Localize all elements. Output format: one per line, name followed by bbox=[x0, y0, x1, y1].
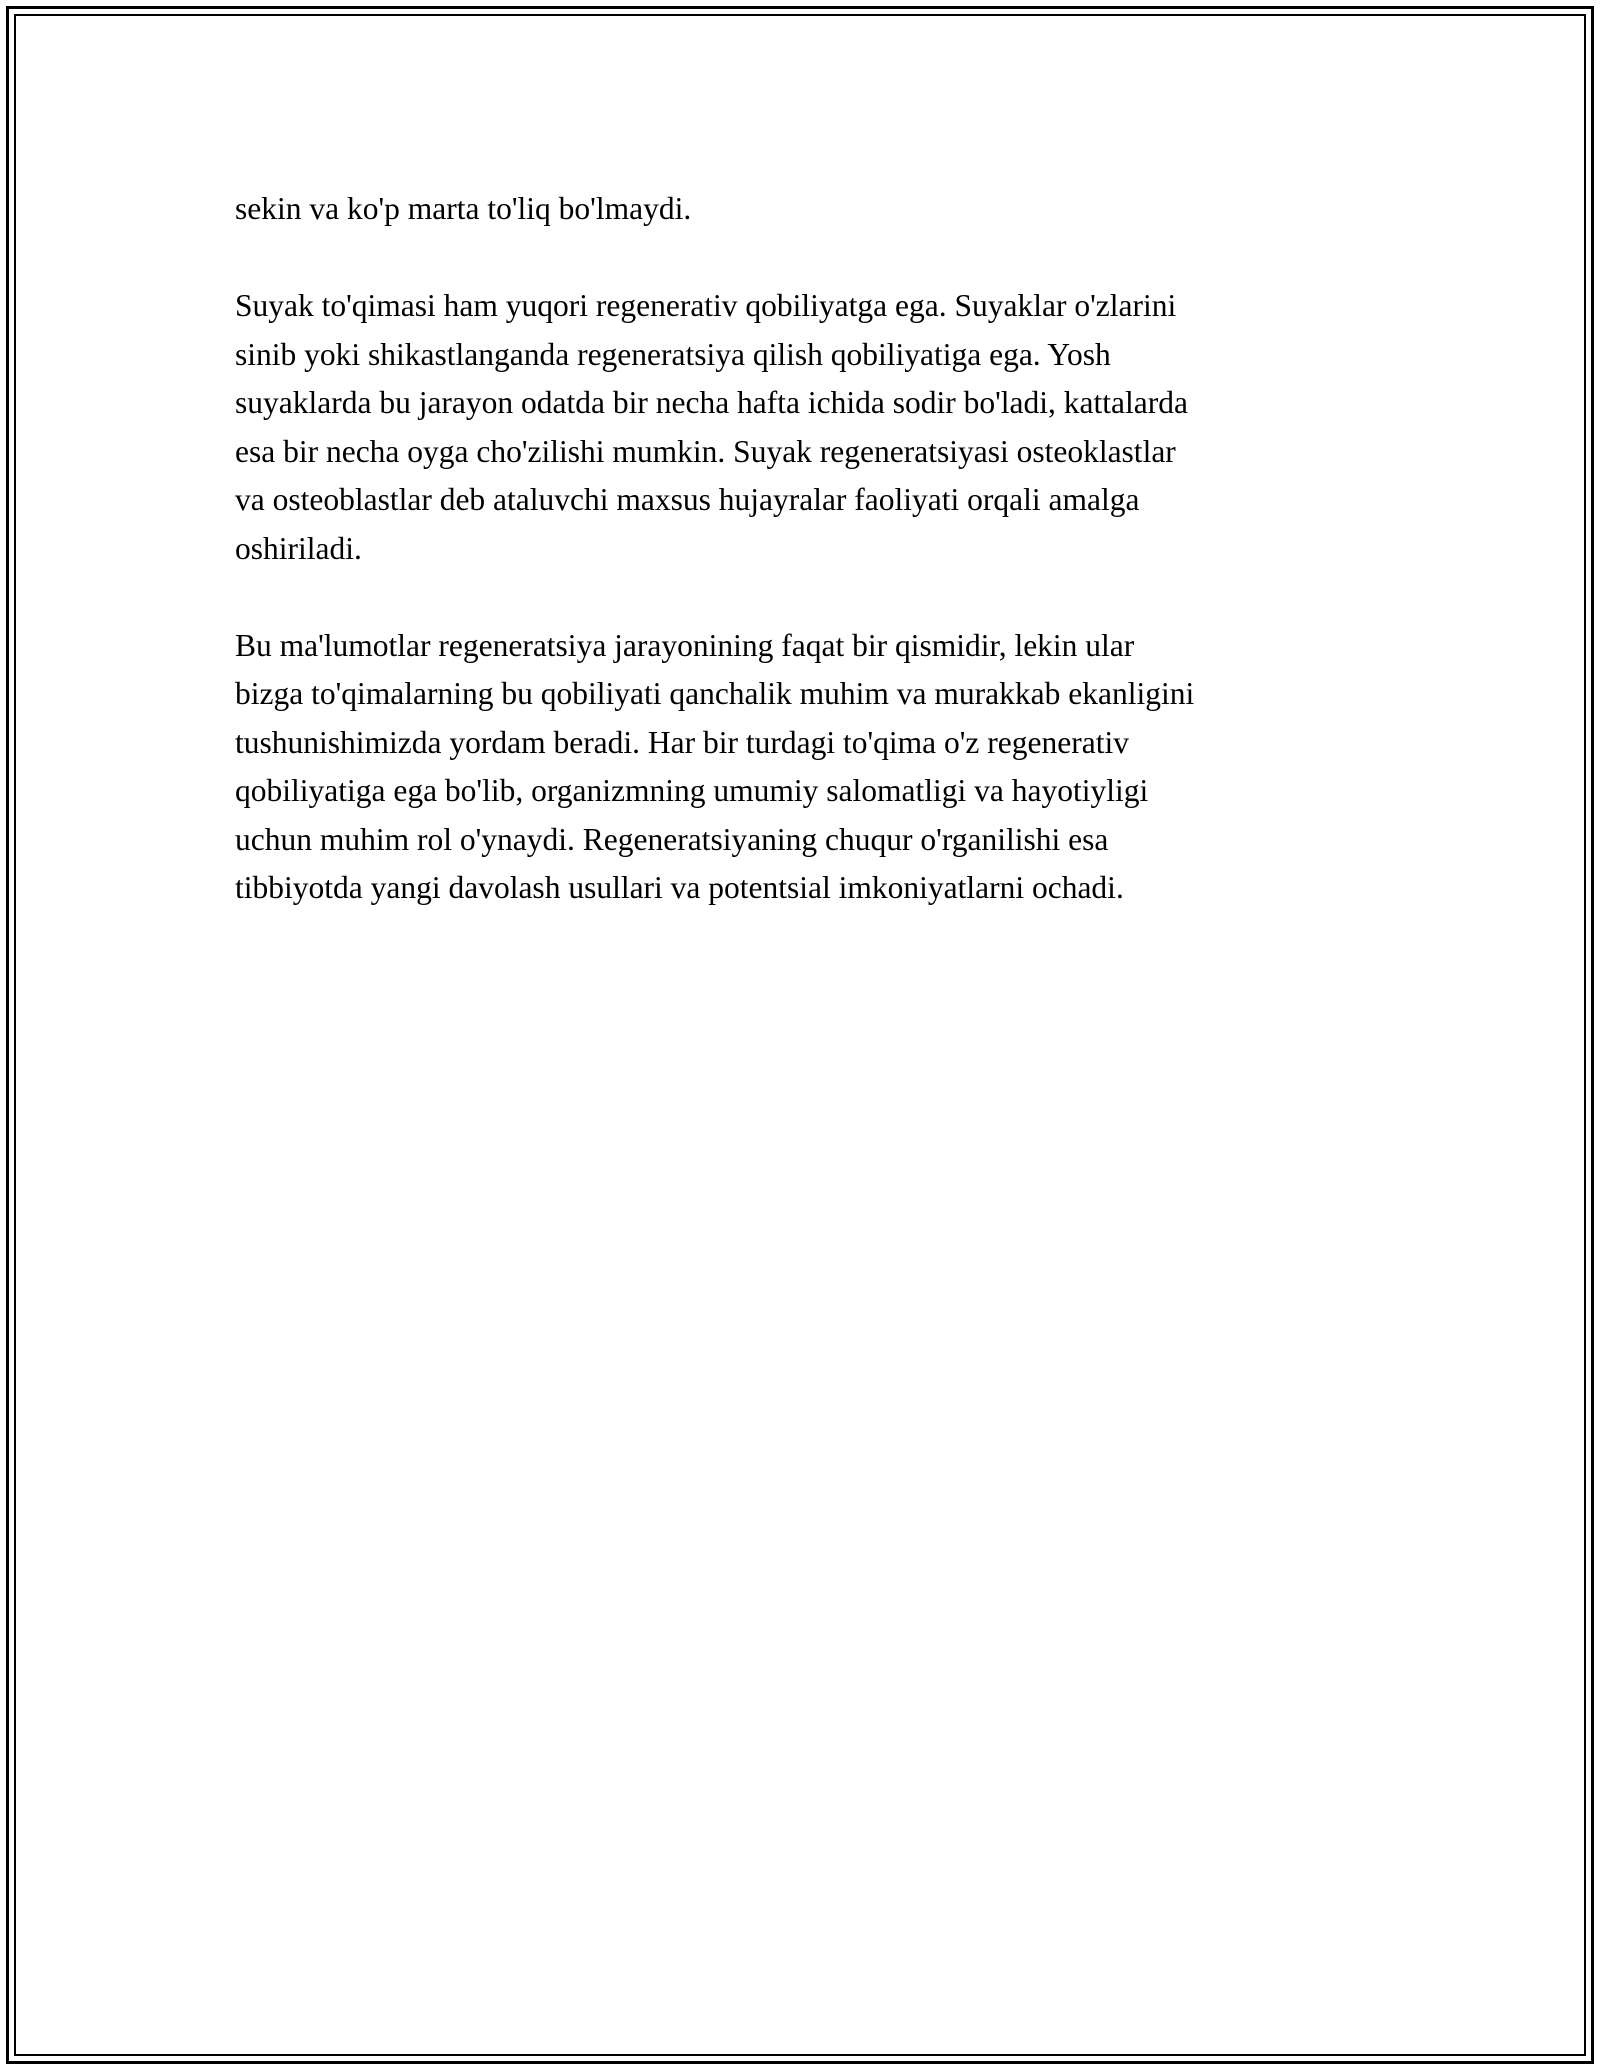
text-line: uchun muhim rol o'ynaydi. Regeneratsiyaning chuqur o'rganilishi esa bbox=[235, 821, 1109, 857]
text-line: Bu ma'lumotlar regeneratsiya jarayonining faqat bir qismidir, lekin ular bbox=[235, 627, 1135, 663]
text-line: tushunishimizda yordam beradi. Har bir turdagi to'qima o'z regenerativ bbox=[235, 724, 1129, 760]
text-line: qobiliyatiga ega bo'lib, organizmning umumiy salomatligi va hayotiyligi bbox=[235, 773, 1149, 808]
text-line: sinib yoki shikastlanganda regeneratsiya qilish qobiliyatiga ega. Yosh bbox=[235, 336, 1111, 372]
text-line: Suyak to'qimasi ham yuqori regenerativ qobiliyatga ega. Suyaklar o'zlarini bbox=[235, 288, 1177, 323]
text-line: tibbiyotda yangi davolash usullari va potentsial imkoniyatlarni ochadi. bbox=[235, 870, 1124, 905]
document-body bbox=[235, 185, 1365, 961]
paragraph-1 bbox=[235, 185, 1365, 234]
paragraph-3 bbox=[235, 622, 1365, 913]
text-line: bizga to'qimalarning bu qobiliyati qanchalik muhim va murakkab ekanligini bbox=[235, 676, 1195, 711]
paragraph-2 bbox=[235, 282, 1365, 573]
text-line: suyaklarda bu jarayon odatda bir necha hafta ichida sodir bo'ladi, kattalarda bbox=[235, 385, 1188, 420]
text-line: esa bir necha oyga cho'zilishi mumkin. Suyak regeneratsiyasi osteoklastlar bbox=[235, 433, 1176, 469]
text-line: va osteoblastlar deb ataluvchi maxsus hujayralar faoliyati orqali amalga bbox=[235, 482, 1140, 517]
text-line: sekin va ko'p marta to'liq bo'lmaydi. bbox=[235, 191, 692, 226]
text-line: oshiriladi. bbox=[235, 530, 362, 566]
